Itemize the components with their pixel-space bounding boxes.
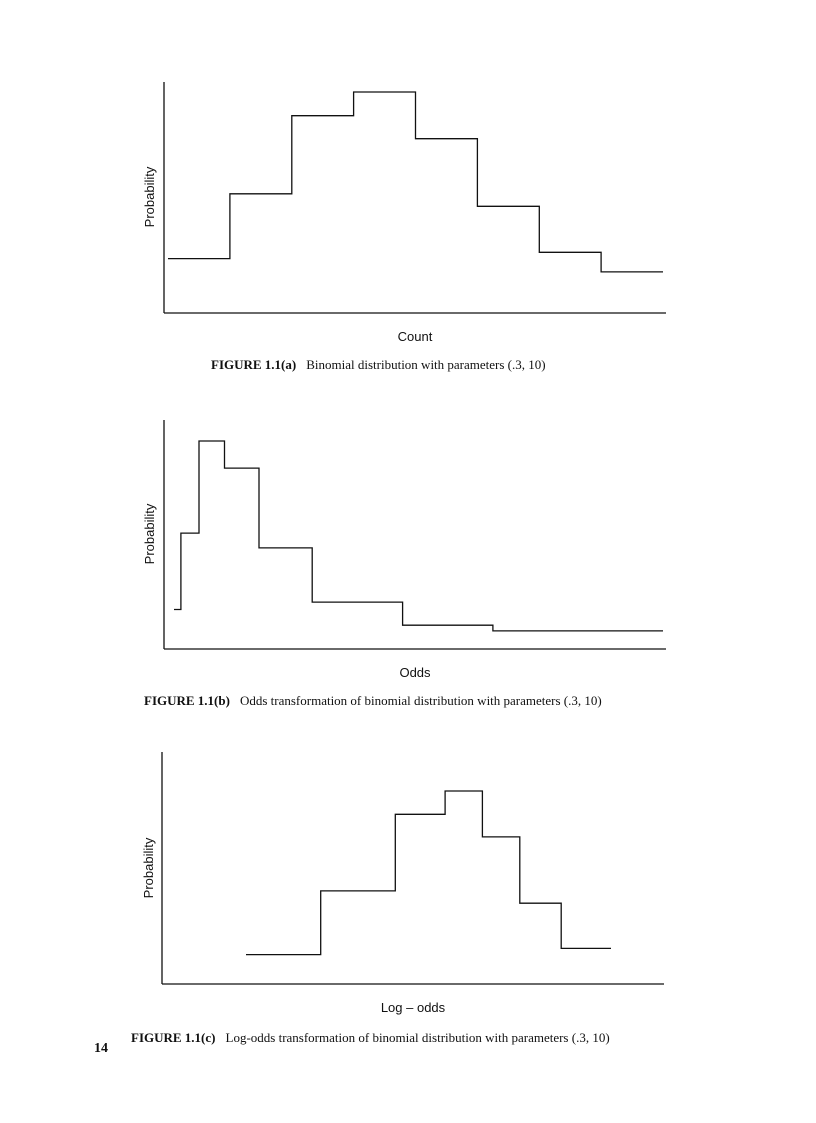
step-series-a bbox=[168, 92, 663, 272]
chart-a bbox=[142, 82, 666, 344]
caption-text-b: Odds transformation of binomial distribution with parameters (.3, 10) bbox=[239, 693, 602, 708]
chart-c bbox=[141, 752, 664, 1015]
figure-id-b: FIGURE 1.1(b) bbox=[144, 693, 230, 708]
caption-b bbox=[144, 693, 602, 709]
caption-text-a: Binomial distribution with parameters (.3, 10) bbox=[306, 357, 546, 372]
step-series-b bbox=[174, 441, 663, 631]
x-axis-label-c: Log – odds bbox=[380, 1000, 446, 1015]
step-series-c bbox=[246, 791, 611, 955]
chart-b bbox=[142, 420, 666, 680]
y-axis-label-b: Probability bbox=[142, 503, 157, 565]
figure-id-a: FIGURE 1.1(a) bbox=[211, 357, 297, 372]
caption-text-c: Log-odds transformation of binomial distribution with parameters (.3, 10) bbox=[225, 1030, 610, 1045]
x-axis-label-b: Odds bbox=[399, 665, 431, 680]
caption-c bbox=[131, 1030, 610, 1046]
y-axis-label-a: Probability bbox=[142, 166, 157, 228]
figure-id-c: FIGURE 1.1(c) bbox=[131, 1030, 216, 1045]
page-number: 14 bbox=[94, 1041, 108, 1056]
x-axis-label-a: Count bbox=[397, 329, 433, 344]
y-axis-label-c: Probability bbox=[141, 837, 156, 899]
caption-a bbox=[211, 357, 546, 373]
